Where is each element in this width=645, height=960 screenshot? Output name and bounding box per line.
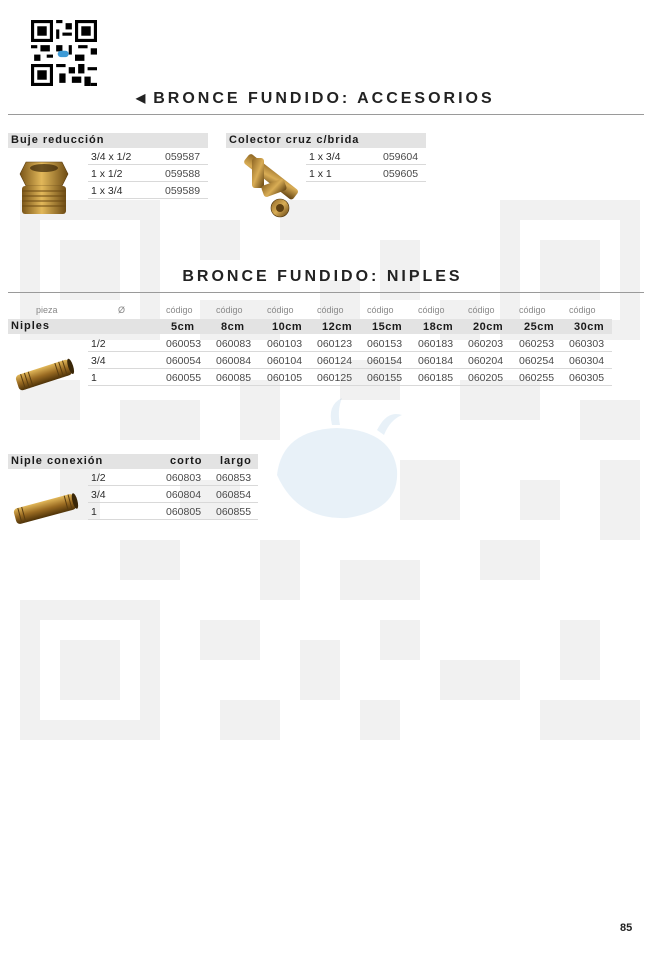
buje-header: Buje reducción <box>8 133 208 148</box>
size-cell: 1 x 1 <box>309 168 332 180</box>
accessories-title-text: BRONCE FUNDIDO: ACCESORIOS <box>153 90 495 107</box>
connection-nipple-image <box>10 486 80 532</box>
length-column-header: 25cm <box>524 321 555 333</box>
bushing-image <box>16 158 72 218</box>
size-cell: 3/4 <box>91 355 106 367</box>
length-column-header: 18cm <box>423 321 454 333</box>
code-cell: 060183 <box>418 338 454 350</box>
niples-title-text: Niples <box>11 320 51 332</box>
codigo-label: código <box>569 305 596 315</box>
short-column-header: corto <box>170 455 203 467</box>
size-cell: 3/4 <box>91 489 106 501</box>
code-cell: 060055 <box>166 372 202 384</box>
codigo-label: código <box>267 305 294 315</box>
size-cell: 1 <box>91 372 97 384</box>
code-cell: 059588 <box>165 168 201 180</box>
length-column-header: 10cm <box>272 321 303 333</box>
divider <box>8 114 644 115</box>
code-cell: 060203 <box>468 338 504 350</box>
code-cell: 060305 <box>569 372 605 384</box>
buje-row <box>88 149 208 165</box>
code-cell: 060103 <box>267 338 303 350</box>
code-cell: 060204 <box>468 355 504 367</box>
codigo-label: código <box>367 305 394 315</box>
niples-row <box>88 353 612 369</box>
code-cell: 060205 <box>468 372 504 384</box>
codigo-label: código <box>166 305 193 315</box>
conexion-title-text: Niple conexión <box>11 455 104 467</box>
pieza-label: pieza <box>36 305 58 315</box>
size-cell: 1/2 <box>91 338 106 350</box>
codigo-label: código <box>519 305 546 315</box>
long-code-cell: 060854 <box>216 489 252 501</box>
nipples-title: BRONCE FUNDIDO: NIPLES <box>182 268 463 285</box>
diameter-label: Ø <box>118 305 126 315</box>
codigo-label: código <box>468 305 495 315</box>
length-column-header: 12cm <box>322 321 353 333</box>
length-column-header: 5cm <box>171 321 195 333</box>
code-cell: 060123 <box>317 338 353 350</box>
short-code-cell: 060803 <box>166 472 202 484</box>
code-cell: 060124 <box>317 355 353 367</box>
size-cell: 1 x 3/4 <box>91 185 123 197</box>
code-cell: 059604 <box>383 151 419 163</box>
whale-watermark <box>262 390 412 530</box>
code-cell: 060153 <box>367 338 403 350</box>
short-code-cell: 060804 <box>166 489 202 501</box>
accessories-title <box>136 90 645 108</box>
cross-collector-image <box>222 152 302 228</box>
code-cell: 060155 <box>367 372 403 384</box>
code-cell: 060053 <box>166 338 202 350</box>
code-cell: 060125 <box>317 372 353 384</box>
length-column-header: 8cm <box>221 321 245 333</box>
nipple-image <box>12 352 76 398</box>
niples-header <box>8 319 612 334</box>
long-column-header: largo <box>220 455 252 467</box>
code-cell: 060184 <box>418 355 454 367</box>
code-cell: 059587 <box>165 151 201 163</box>
buje-row <box>88 183 208 199</box>
colector-row <box>306 166 426 182</box>
code-cell: 060303 <box>569 338 605 350</box>
buje-row <box>88 166 208 182</box>
colector-row <box>306 149 426 165</box>
size-cell: 3/4 x 1/2 <box>91 151 132 163</box>
codigo-label: código <box>216 305 243 315</box>
code-cell: 060054 <box>166 355 202 367</box>
code-cell: 060304 <box>569 355 605 367</box>
divider <box>8 292 644 293</box>
conexion-row <box>88 470 258 486</box>
code-cell: 060104 <box>267 355 303 367</box>
conexion-row <box>88 487 258 503</box>
colector-header: Colector cruz c/brida <box>226 133 426 148</box>
page-number: 85 <box>620 922 633 934</box>
code-cell: 060255 <box>519 372 555 384</box>
long-code-cell: 060853 <box>216 472 252 484</box>
niples-row <box>88 336 612 352</box>
code-cell: 059589 <box>165 185 201 197</box>
code-cell: 060253 <box>519 338 555 350</box>
length-column-header: 30cm <box>574 321 605 333</box>
code-cell: 060254 <box>519 355 555 367</box>
code-cell: 060154 <box>367 355 403 367</box>
length-column-header: 15cm <box>372 321 403 333</box>
niples-row <box>88 370 612 386</box>
size-cell: 1 x 3/4 <box>309 151 341 163</box>
code-cell: 060085 <box>216 372 252 384</box>
qr-code-icon <box>30 20 98 86</box>
long-code-cell: 060855 <box>216 506 252 518</box>
code-cell: 060083 <box>216 338 252 350</box>
size-cell: 1/2 <box>91 472 106 484</box>
length-column-header: 20cm <box>473 321 504 333</box>
size-cell: 1 <box>91 506 97 518</box>
code-cell: 060105 <box>267 372 303 384</box>
code-cell: 060084 <box>216 355 252 367</box>
back-arrow-icon: ◀ <box>136 91 146 105</box>
codigo-label: código <box>418 305 445 315</box>
code-cell: 060185 <box>418 372 454 384</box>
codigo-label: código <box>317 305 344 315</box>
code-cell: 059605 <box>383 168 419 180</box>
size-cell: 1 x 1/2 <box>91 168 123 180</box>
conexion-header <box>8 454 258 469</box>
short-code-cell: 060805 <box>166 506 202 518</box>
conexion-row <box>88 504 258 520</box>
